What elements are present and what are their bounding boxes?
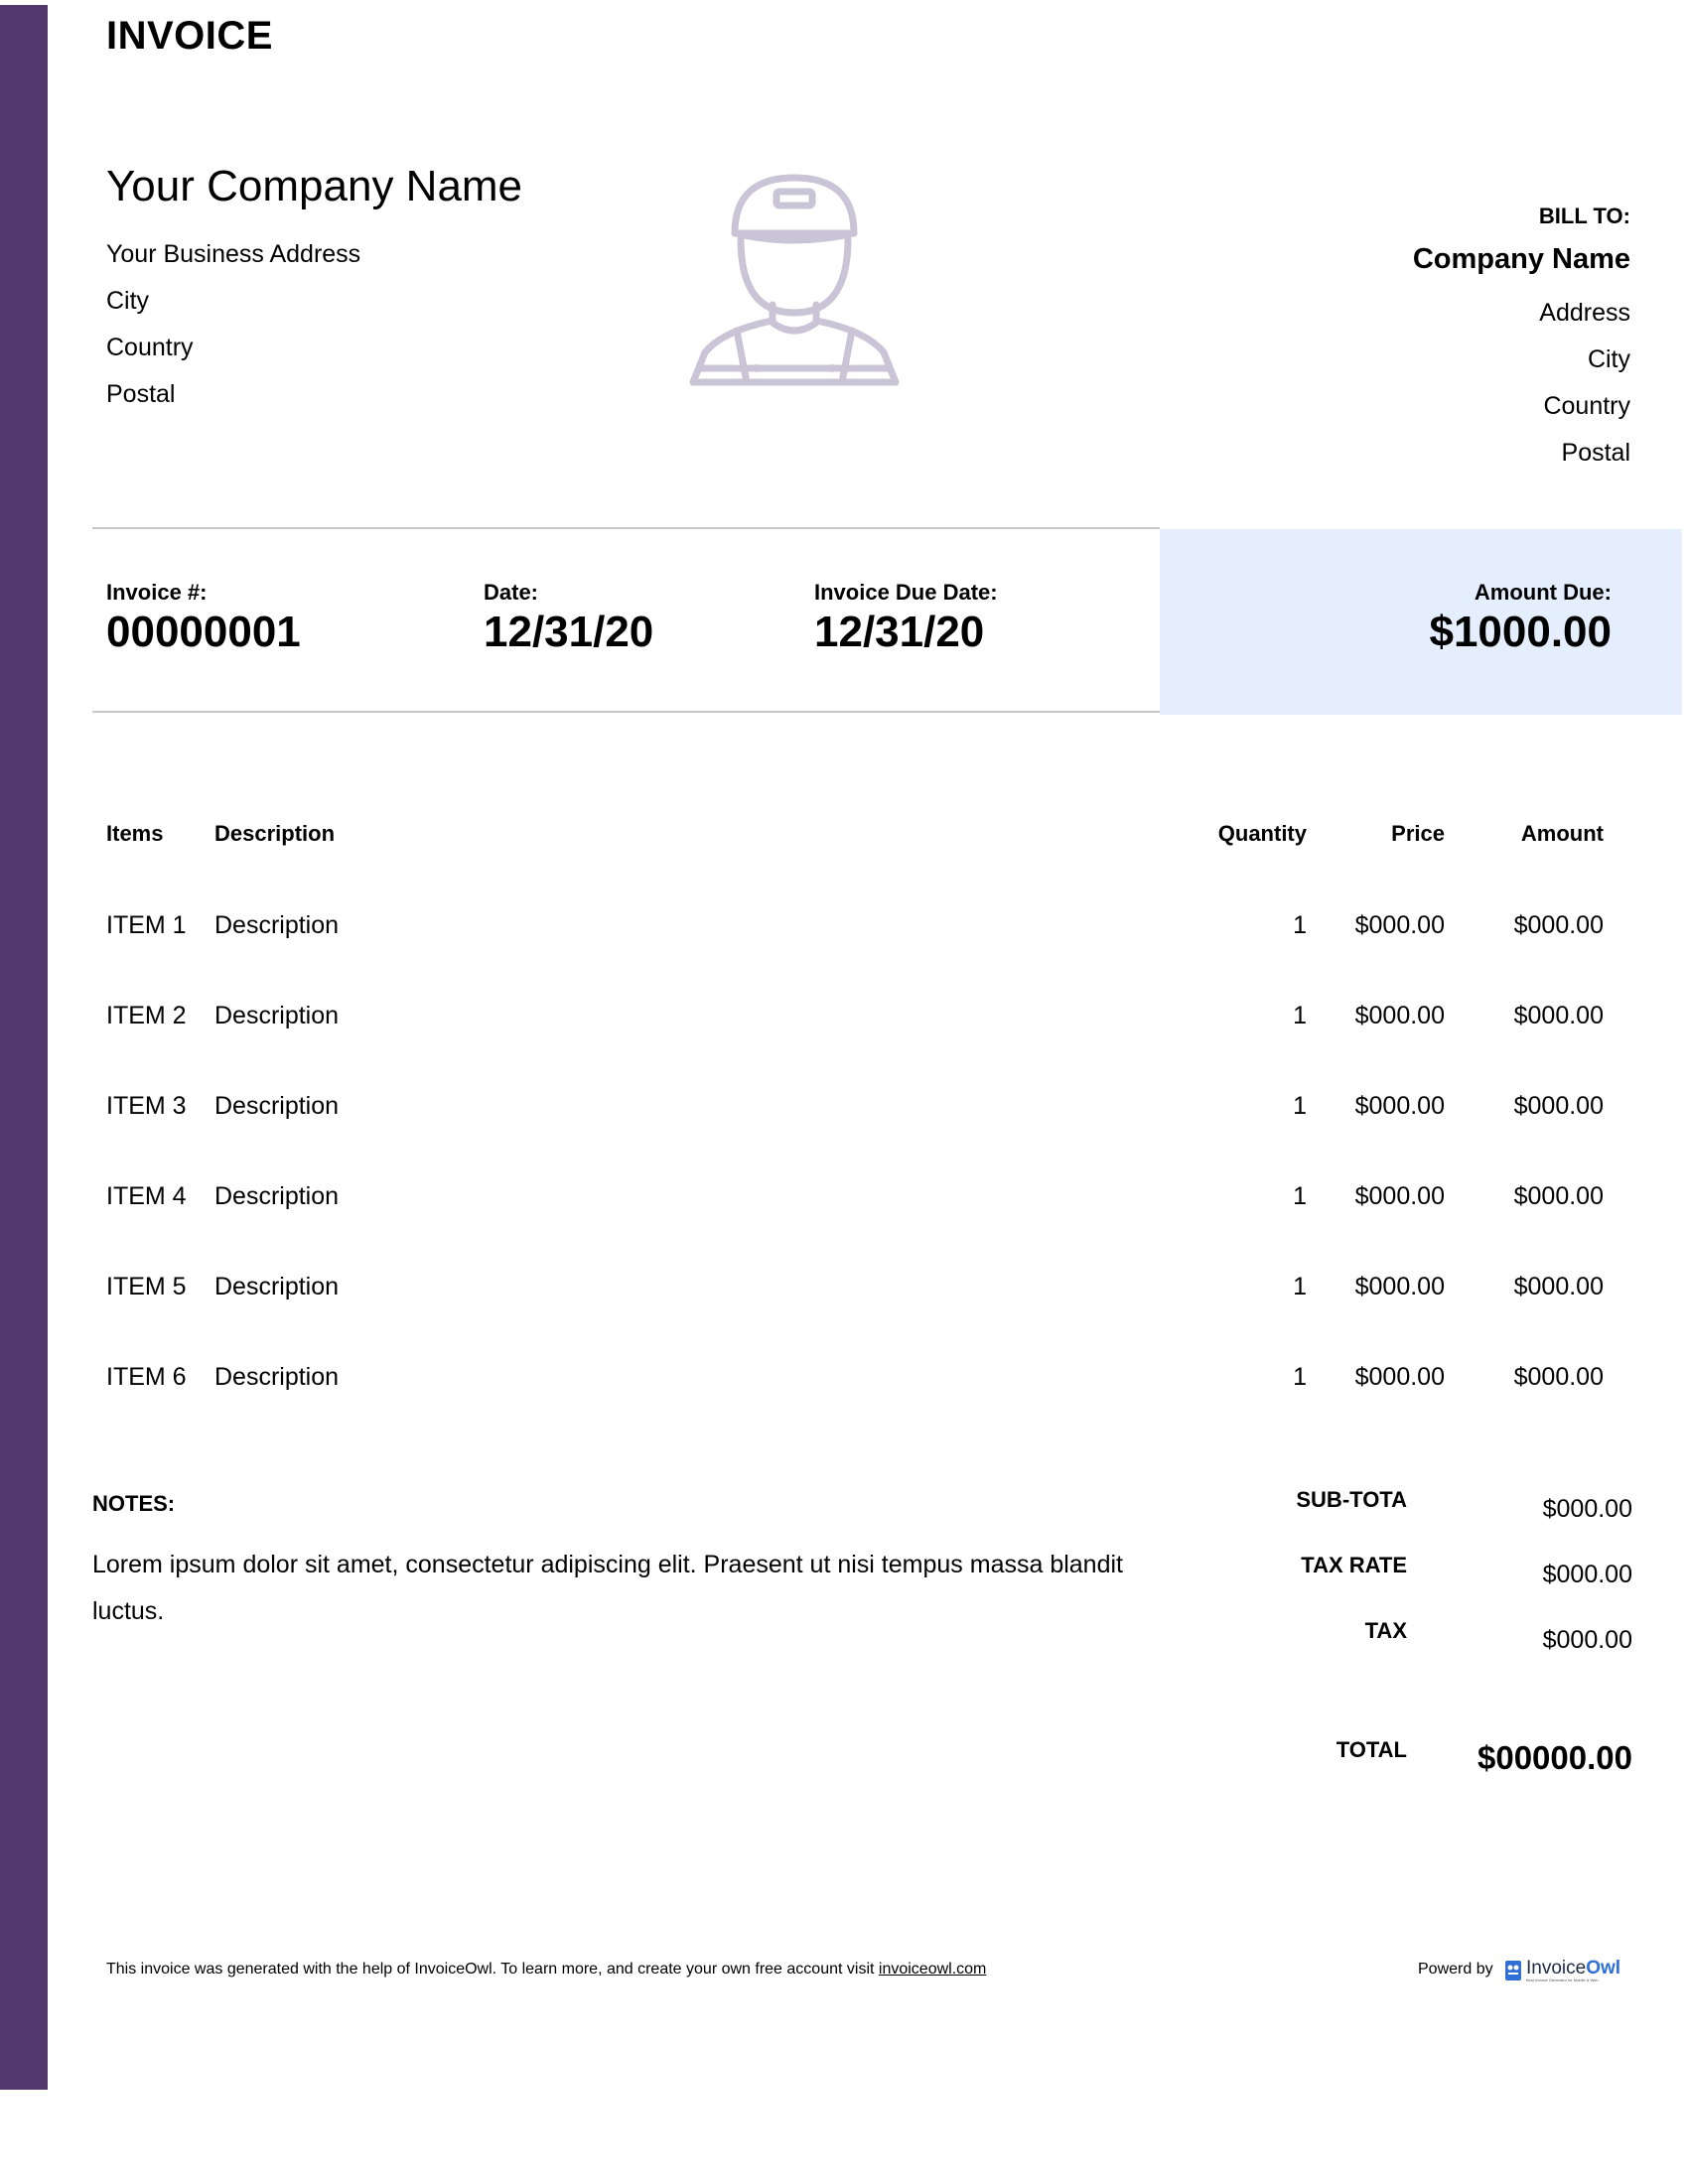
subtotal-value: $000.00 [1542, 1495, 1632, 1523]
tax-rate-label: TAX RATE [1301, 1553, 1407, 1577]
row-amount: $000.00 [1513, 911, 1604, 939]
tax-value: $000.00 [1542, 1626, 1632, 1654]
invoice-number-value: 00000001 [106, 608, 301, 656]
sidebar-accent-bar [0, 5, 48, 2090]
row-description: Description [214, 1182, 340, 1210]
row-amount: $000.00 [1513, 1092, 1604, 1120]
row-quantity: 1 [1293, 1092, 1307, 1120]
tax-rate-value: $000.00 [1542, 1561, 1632, 1588]
row-quantity: 1 [1293, 1363, 1307, 1391]
row-price: $000.00 [1354, 1273, 1445, 1300]
bill-to-country: Country [1543, 392, 1630, 420]
worker-avatar-icon [685, 174, 904, 392]
row-item: ITEM 3 [106, 1092, 187, 1120]
due-date-value: 12/31/20 [814, 608, 985, 656]
row-amount: $000.00 [1513, 1002, 1604, 1029]
seller-postal: Postal [106, 380, 176, 408]
footer-text [106, 1961, 986, 1979]
invoice-number-label: Invoice #: [106, 580, 208, 605]
row-amount: $000.00 [1513, 1363, 1604, 1391]
seller-country: Country [106, 334, 194, 361]
logo-wordmark [1526, 1958, 1620, 1979]
bill-to-label: BILL TO: [1538, 204, 1630, 228]
row-description: Description [214, 1002, 340, 1029]
invoiceowl-link[interactable]: invoiceowl.com [878, 1961, 987, 1978]
seller-city: City [106, 287, 150, 315]
row-item: ITEM 6 [106, 1363, 187, 1391]
row-description: Description [214, 1092, 340, 1120]
row-quantity: 1 [1293, 1273, 1307, 1300]
meta-divider-bottom [92, 711, 1160, 713]
bill-to-city: City [1587, 345, 1630, 373]
row-price: $000.00 [1354, 1092, 1445, 1120]
meta-divider-top [92, 527, 1160, 529]
invoice-date-block [484, 580, 653, 657]
column-header-description: Description [214, 821, 336, 846]
row-quantity: 1 [1293, 911, 1307, 939]
row-amount: $000.00 [1513, 1273, 1604, 1300]
bill-to-postal: Postal [1561, 439, 1630, 467]
invoice-date-label: Date: [484, 580, 539, 605]
invoice-number-block [106, 580, 301, 657]
row-item: ITEM 2 [106, 1002, 187, 1029]
subtotal-label: SUB-TOTA [1296, 1487, 1407, 1512]
powered-by-label: Powerd by [1418, 1961, 1493, 1978]
due-date-label: Invoice Due Date: [814, 580, 998, 605]
due-date-block [814, 580, 998, 657]
notes-label: NOTES: [92, 1491, 176, 1516]
column-header-price: Price [1391, 821, 1445, 846]
bill-to-block [1413, 204, 1630, 477]
invoiceowl-logo-icon [1504, 1958, 1621, 1983]
row-quantity: 1 [1293, 1182, 1307, 1210]
total-value: $00000.00 [1477, 1739, 1632, 1776]
row-description: Description [214, 911, 340, 939]
column-header-quantity: Quantity [1217, 821, 1307, 846]
footer-message: This invoice was generated with the help of InvoiceOwl. To learn more, and create your own free account visit [106, 1961, 879, 1978]
amount-due-block [1429, 580, 1612, 657]
seller-address: Your Business Address [106, 240, 361, 268]
row-description: Description [214, 1363, 340, 1391]
row-item: ITEM 1 [106, 911, 187, 939]
invoice-date-value: 12/31/20 [484, 608, 654, 656]
amount-due-label: Amount Due: [1474, 580, 1612, 605]
column-header-amount: Amount [1520, 821, 1604, 846]
row-item: ITEM 5 [106, 1273, 187, 1300]
row-price: $000.00 [1354, 911, 1445, 939]
row-description: Description [214, 1273, 340, 1300]
row-quantity: 1 [1293, 1002, 1307, 1029]
column-header-items: Items [106, 821, 164, 846]
tax-label: TAX [1364, 1618, 1407, 1643]
row-price: $000.00 [1354, 1363, 1445, 1391]
row-price: $000.00 [1354, 1002, 1445, 1029]
logo-word-invoice: Invoice [1526, 1958, 1587, 1979]
document-title: INVOICE [106, 14, 273, 58]
seller-company-name: Your Company Name [106, 162, 523, 210]
bill-to-address: Address [1539, 299, 1630, 327]
row-price: $000.00 [1354, 1182, 1445, 1210]
notes-text: Lorem ipsum dolor sit amet, consectetur adipiscing elit. Praesent ut nisi tempus massa blandit luctus. [92, 1551, 1123, 1625]
logo-word-owl: Owl [1586, 1958, 1621, 1979]
logo-tagline: Best Invoice Generator for Mobile & Web [1526, 1978, 1599, 1982]
total-label: TOTAL [1336, 1737, 1407, 1762]
bill-to-company-name: Company Name [1412, 243, 1630, 275]
row-amount: $000.00 [1513, 1182, 1604, 1210]
amount-due-value: $1000.00 [1429, 608, 1612, 656]
row-item: ITEM 4 [106, 1182, 187, 1210]
owl-icon [1504, 1960, 1522, 1981]
